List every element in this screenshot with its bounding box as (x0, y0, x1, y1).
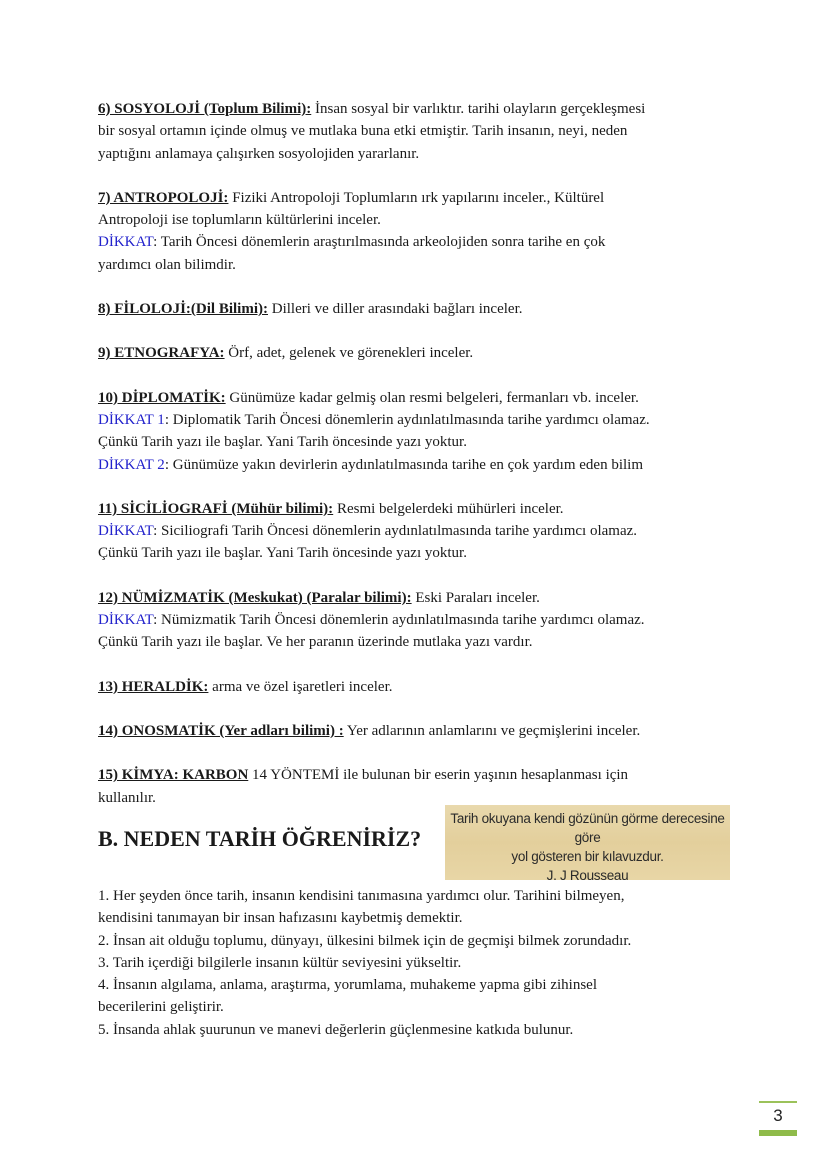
section-kimya: 15) KİMYA: KARBON 14 YÖNTEMİ ile bulunan bir eserin yaşının hesaplanması için kullanılır. (98, 767, 629, 806)
page-number (759, 1101, 797, 1136)
section-etnografya: 9) ETNOGRAFYA: Örf, adet, gelenek ve görenekleri inceler. (98, 345, 474, 362)
section-heading: 13) HERALDİK: (98, 678, 209, 695)
note-label: DİKKAT 1 (98, 411, 165, 428)
section-sosyoloji: 6) SOSYOLOJİ (Toplum Bilimi): İnsan sosyal bir varlıktır. tarihi olayların gerçekleşmesi bir sosyal ortamın içinde olmuş ve mutlaka buna etki etmiştir. Tarih insanın, neyi, neden yaptığını anlamaya çalışırken sosyolojiden yararlanır. (98, 101, 646, 162)
page-rule-bottom (759, 1130, 797, 1136)
section-antropoloji: 7) ANTROPOLOJİ: Fiziki Antropoloji Toplumların ırk yapılarını inceler., Kültürel Antropoloji ise toplumların kültürlerini inceler. DİKKAT: Tarih Öncesi dönemlerin araştırılmasında arkeolojiden sonra tarihe en çok yardımcı olan bilimdir. (98, 189, 606, 273)
list-item: 5. İnsanda ahlak şuurunun ve manevi değerlerin güçlenmesine katkıda bulunur. (98, 1021, 574, 1038)
section-heading: 8) FİLOLOJİ:(Dil Bilimi): (98, 301, 268, 318)
section-heading: 14) ONOSMATİK (Yer adları bilimi) : (98, 722, 344, 739)
section-heading: 10) DİPLOMATİK: (98, 389, 226, 406)
quote-line: yol gösteren bir kılavuzdur. (511, 849, 664, 864)
list-item: 1. Her şeyden önce tarih, insanın kendisini tanımasına yardımcı olur. Tarihini bilmeyen, (98, 888, 625, 904)
section-onosmatik: 14) ONOSMATİK (Yer adları bilimi) : Yer adlarının anlamlarını ve geçmişlerini inceler. (98, 722, 641, 739)
list-item: 4. İnsanın algılama, anlama, araştırma, yorumlama, muhakeme yapma gibi zihinsel (98, 977, 598, 994)
section-heading: 15) KİMYA: KARBON (98, 767, 249, 784)
list-item: 3. Tarih içerdiği bilgilerle insanın kültür seviyesini yükseltir. (98, 954, 462, 971)
section-b-title: B. NEDEN TARİH ÖĞRENİRİZ? (98, 826, 422, 851)
section-diplomatik: 10) DİPLOMATİK: Günümüze kadar gelmiş olan resmi belgeleri, fermanları vb. inceler. DİKKAT 1: Diplomatik Tarih Öncesi dönemlerin aydınlatılmasında tarihe yardımcı olamaz. Çünkü Tarih yazı ile başlar. Yani Tarih öncesinde yazı yoktur. DİKKAT 2: Günümüze yakın devirlerin aydınlatılmasında tarihe en çok yardım eden bilim (98, 389, 650, 473)
section-siciliografi: 11) SİCİLİOGRAFİ (Mühür bilimi): Resmi belgelerdeki mühürleri inceler. DİKKAT: Siciliografi Tarih Öncesi dönemlerin aydınlatılmasında tarihe yardımcı olamaz. Çünkü Tarih yazı ile başlar. Yani Tarih öncesinde yazı yoktur. (98, 500, 638, 562)
section-heading: 7) ANTROPOLOJİ: (98, 189, 229, 206)
section-numizmatik: 12) NÜMİZMATİK (Meskukat) (Paralar bilimi): Eski Paraları inceler. DİKKAT: Nümizmatik Tarih Öncesi dönemlerin aydınlatılmasında tarihe yardımcı olamaz. Çünkü Tarih yazı ile başlar. Ve her paranın üzerinde mutlaka yazı vardır. (98, 589, 645, 651)
reasons-list (98, 885, 748, 1041)
document-body (98, 98, 738, 831)
quote-box (445, 805, 730, 883)
note-label: DİKKAT 2 (98, 456, 165, 473)
list-item: 2. İnsan ait olduğu toplumu, dünyayı, ülkesini bilmek için de geçmişi bilmek zorundadır. (98, 932, 632, 949)
section-heading: 9) ETNOGRAFYA: (98, 345, 225, 362)
quote-line: Tarih okuyana kendi gözünün görme derecesine göre (450, 811, 725, 845)
section-heading: 12) NÜMİZMATİK (Meskukat) (Paralar bilimi): (98, 589, 412, 606)
page-rule-top (759, 1101, 797, 1103)
note-label: DİKKAT (98, 523, 154, 540)
section-heading: 11) SİCİLİOGRAFİ (Mühür bilimi): (98, 500, 334, 517)
note-label: DİKKAT (98, 234, 154, 251)
section-filoloji: 8) FİLOLOJİ:(Dil Bilimi): Dilleri ve diller arasındaki bağları inceler. (98, 301, 523, 318)
list-item: kendisini tanımayan bir insan hafızasını kaybetmiş demektir. (98, 910, 463, 927)
section-heraldik: 13) HERALDİK: arma ve özel işaretleri inceler. (98, 678, 393, 695)
quote-author: J. J Rousseau (546, 868, 629, 883)
page-number-text: 3 (773, 1106, 783, 1125)
list-item: becerilerini geliştirir. (98, 999, 224, 1016)
note-label: DİKKAT (98, 612, 154, 629)
section-heading: 6) SOSYOLOJİ (Toplum Bilimi): (98, 101, 312, 117)
